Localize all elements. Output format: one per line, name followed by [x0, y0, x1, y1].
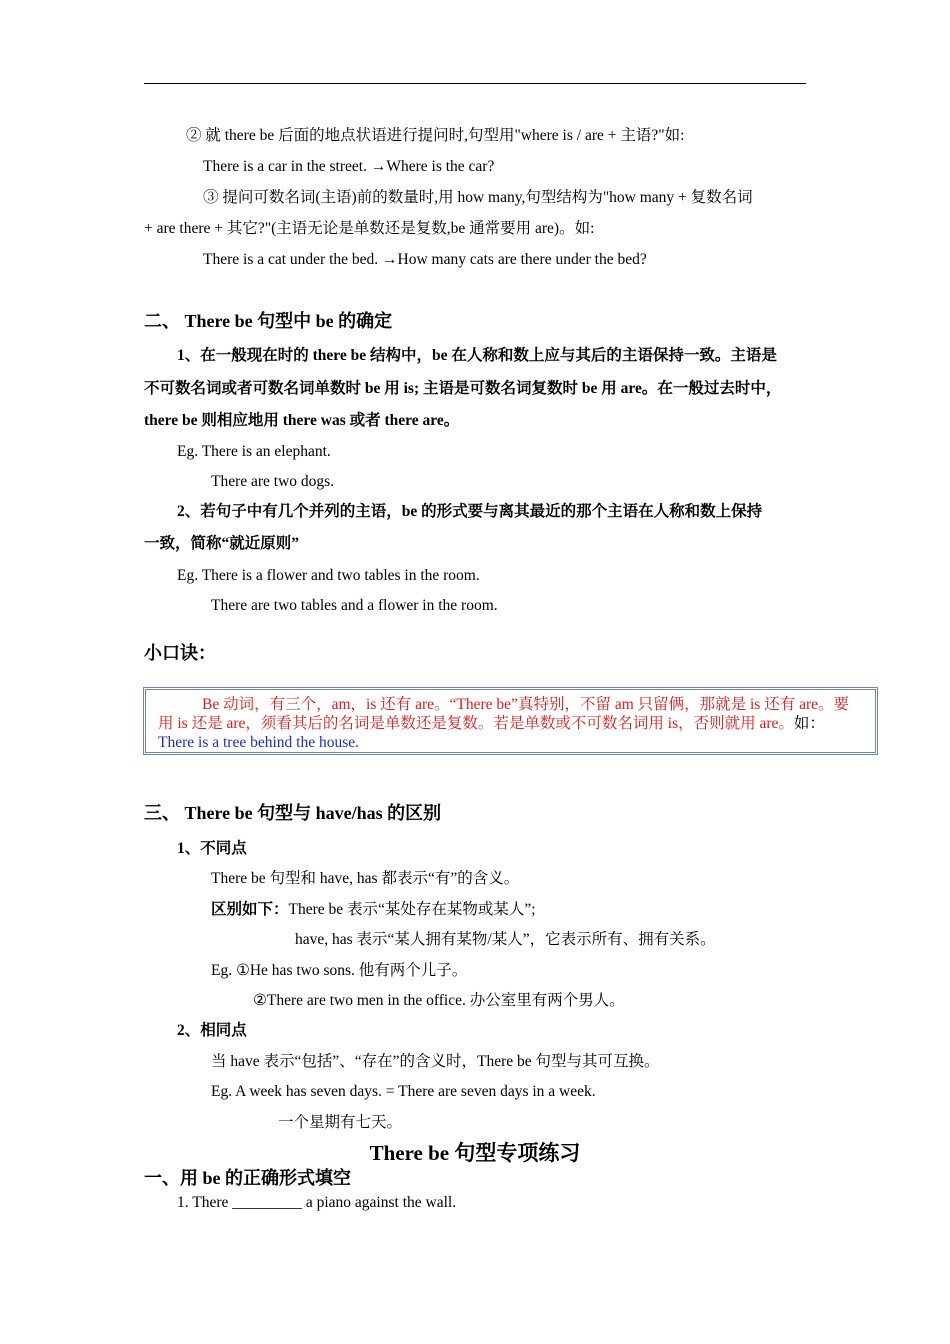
rule1-example1: Eg. There is an elephant. — [177, 443, 331, 460]
rule1-line3: there be 则相应地用 there was 或者 there are。 — [144, 412, 460, 429]
mnemonic-line3: There is a tree behind the house. — [158, 734, 359, 751]
rule2-line2: 一致，简称“就近原则” — [144, 535, 300, 552]
exercise-part1-heading: 一、用 be 的正确形式填空 — [144, 1168, 351, 1188]
difference-example1: Eg. ①He has two sons. 他有两个儿子。 — [211, 962, 468, 979]
similarity-example: Eg. A week has seven days. = There are seven days in a week. — [211, 1083, 596, 1100]
difference-example2: ②There are two men in the office. 办公室里有两个男人。 — [253, 992, 625, 1009]
mnemonic-line1-text: Be 动词，有三个，am，is 还有 are。“There be”真特别，不留 am 只留俩，那就是 is 还有 are。要 — [202, 696, 850, 713]
item2-text: ② 就 there be 后面的地点状语进行提问时,句型用"where is / are + 主语?"如: — [186, 127, 685, 144]
rule1-line1: 1、在一般现在时的 there be 结构中，be 在人称和数上应与其后的主语保持一致。主语是 — [177, 347, 777, 364]
rule1-example2: There are two dogs. — [211, 473, 335, 490]
exercise-title: There be 句型专项练习 — [369, 1141, 581, 1165]
mnemonic-heading: 小口诀： — [144, 643, 216, 663]
item3-line1: ③ 提问可数名词(主语)前的数量时,用 how many,句型结构为"how many + 复数名词 — [203, 189, 753, 206]
difference-label: 区别如下： — [211, 901, 289, 918]
similarity-heading: 2、相同点 — [177, 1022, 247, 1039]
difference-line2 — [211, 900, 536, 920]
mnemonic-line1 — [158, 695, 865, 714]
section-two-heading: 二、 There be 句型中 be 的确定 — [144, 311, 393, 331]
similarity-line1: 当 have 表示“包括”、“存在”的含义时，There be 句型与其可互换。 — [211, 1053, 660, 1070]
exercise-question-1: 1. There _________ a piano against the wall. — [177, 1194, 457, 1211]
mnemonic-line2-text: 用 is 还是 are，须看其后的名词是单数还是复数。若是单数或不可数名词用 is，否则就用 are。 — [158, 715, 794, 732]
difference-line3: have, has 表示“某人拥有某物/某人”，它表示所有、拥有关系。 — [295, 931, 716, 948]
rule2-line1: 2、若句子中有几个并列的主语，be 的形式要与离其最近的那个主语在人称和数上保持 — [177, 503, 763, 520]
difference-line1: There be 句型和 have, has 都表示“有”的含义。 — [211, 870, 520, 887]
item2-example: There is a car in the street. →Where is the car? — [203, 158, 495, 175]
section-three-heading: 三、 There be 句型与 have/has 的区别 — [144, 803, 442, 823]
difference-heading: 1、不同点 — [177, 840, 247, 857]
rule2-example1: Eg. There is a flower and two tables in the room. — [177, 567, 480, 584]
mnemonic-box — [143, 687, 878, 755]
item3-example: There is a cat under the bed. →How many cats are there under the bed? — [203, 251, 647, 268]
similarity-example-cn: 一个星期有七天。 — [278, 1114, 403, 1131]
rule2-example2: There are two tables and a flower in the room. — [211, 597, 498, 614]
item3-line2: + are there + 其它?"(主语无论是单数还是复数,be 通常要用 are)。如: — [144, 220, 595, 237]
mnemonic-line2 — [158, 714, 865, 733]
header-rule — [144, 83, 806, 84]
rule1-line2: 不可数名词或者可数名词单数时 be 用 is; 主语是可数名词复数时 be 用 are。在一般过去时中， — [144, 380, 782, 397]
mnemonic-line2-tail: 如： — [793, 715, 825, 732]
difference-line2-text: There be 表示“某处存在某物或某人”; — [288, 901, 536, 918]
